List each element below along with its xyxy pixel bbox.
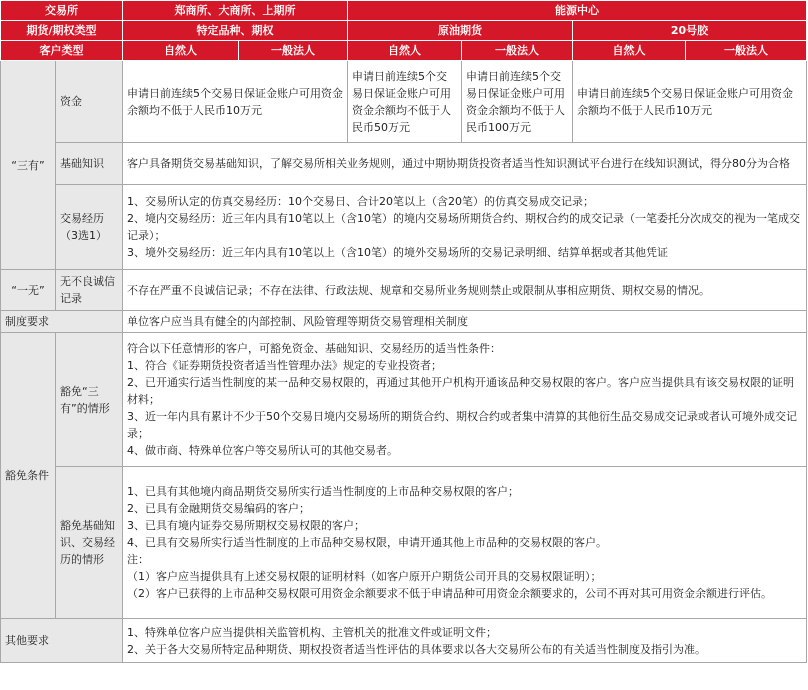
header-row-exchange	[1, 1, 807, 21]
one-none-text: 不存在严重不良诚信记录；不存在法律、行政法规、规章和交易所业务规则禁止或限制从事相应期货、期权交易的情况。	[123, 270, 807, 311]
header-type-label: 期货/期权类型	[1, 21, 123, 41]
funds-col-b-legal: 申请日前连续5个交易日保证金账户可用资金余额均不低于人民币100万元	[462, 61, 573, 143]
exemption-line: 2、已开通实行适当性制度的某一品种交易权限的，再通过其他开户机构开通该品种交易权限的客户。客户应当提供具有该交易权限的证明材料；	[127, 376, 794, 406]
exemption-basic-line: 1、已具有其他境内商品期货交易所实行适当性制度的上市品种交易权限的客户；	[127, 485, 519, 498]
experience-line: 1、交易所认定的仿真交易经历：10个交易日、合计20笔以上（含20笔）的仿真交易成交记录；	[127, 195, 594, 208]
header-row-customer	[1, 41, 807, 61]
experience-label: 交易经历（3选1）	[56, 185, 123, 270]
row-other	[1, 619, 807, 663]
row-system	[1, 311, 807, 333]
exemption-basic-line: （2）客户已获得的上市品种交易权限可用资金余额要求不低于申请品种可用资金余额要求的，公司不再对其可用资金余额进行评估。	[127, 587, 772, 600]
header-type-a: 特定品种、期权	[123, 21, 348, 41]
exemption-three-have-text	[123, 333, 807, 467]
header-natural-c: 自然人	[573, 41, 686, 61]
row-exemption-basic	[1, 467, 807, 619]
experience-line: 2、境内交易经历：近三年内具有10笔以上（含10笔）的境内交易场所期货合约、期权合约的成交记录（一笔委托分次成交的视为一笔成交记录）；	[127, 212, 800, 242]
exemption-basic-line: 2、已具有金融期货交易编码的客户；	[127, 502, 310, 515]
three-have-label: “三有”	[1, 61, 56, 270]
header-exchange-group-a: 郑商所、大商所、上期所	[123, 1, 348, 21]
one-none-sub-label: 无不良诚信记录	[56, 270, 123, 311]
other-line: 1、特殊单位客户应当提供相关监管机构、主管机关的批准文件或证明文件；	[127, 625, 497, 639]
header-legal-a: 一般法人	[239, 41, 348, 61]
exemption-basic-line: （1）客户应当提供具有上述交易权限的证明材料（如客户原开户期货公司开具的交易权限证明）；	[127, 570, 602, 583]
exemption-basic-label: 豁免基础知识、交易经历的情形	[56, 467, 123, 619]
row-exemption-three-have	[1, 333, 807, 467]
exemption-line: 1、符合《证券期货投资者适当性管理办法》规定的专业投资者；	[127, 359, 442, 372]
system-label: 制度要求	[1, 311, 123, 333]
header-type-b: 原油期货	[348, 21, 573, 41]
exemption-line: 符合以下任意情形的客户，可豁免资金、基础知识、交易经历的适当性条件：	[127, 342, 501, 355]
other-label: 其他要求	[1, 619, 123, 663]
funds-col-b-natural: 申请日前连续5个交易日保证金账户可用资金余额均不低于人民币50万元	[348, 61, 462, 143]
header-natural-b: 自然人	[348, 41, 462, 61]
exemption-basic-line: 注：	[127, 553, 149, 566]
exemption-line: 4、做市商、特殊单位客户等交易所认可的其他交易者。	[127, 444, 398, 457]
experience-line: 3、境外交易经历：近三年内具有10笔以上（含10笔）的境外交易场所的交易记录明细、结算单据或者其他凭证	[127, 246, 668, 259]
funds-label: 资金	[56, 61, 123, 143]
knowledge-label: 基础知识	[56, 143, 123, 185]
exemption-line: 3、近一年内具有累计不少于50个交易日境内交易场所的期货合约、期权合约或者集中清算的其他衍生品交易成交记录或者认可境外成交记录；	[127, 410, 797, 440]
exemption-basic-line: 4、已具有交易所实行适当性制度的上市品种交易权限，申请开通其他上市品种的交易权限的客户。	[127, 536, 607, 549]
header-row-type	[1, 21, 807, 41]
exemption-label: 豁免条件	[1, 333, 56, 619]
row-experience	[1, 185, 807, 270]
one-none-label: “一无”	[1, 270, 56, 311]
header-exchange-group-b: 能源中心	[348, 1, 807, 21]
header-natural-a: 自然人	[123, 41, 239, 61]
experience-text	[123, 185, 807, 270]
header-exchange-label: 交易所	[1, 1, 123, 21]
row-one-none	[1, 270, 807, 311]
other-line: 2、关于各大交易所特定品种期货、期权投资者适当性评估的具体要求以各大交易所公布的有关适当性制度及指引为准。	[127, 642, 706, 656]
exemption-three-have-label: 豁免“三有”的情形	[56, 333, 123, 467]
funds-col-a: 申请日前连续5个交易日保证金账户可用资金余额均不低于人民币10万元	[123, 61, 348, 143]
header-legal-c: 一般法人	[686, 41, 807, 61]
header-customer-label: 客户类型	[1, 41, 123, 61]
row-funds	[1, 61, 807, 143]
knowledge-text: 客户具备期货交易基础知识，了解交易所相关业务规则，通过中期协期货投资者适当性知识测试平台进行在线知识测试，得分80分为合格	[123, 143, 807, 185]
exemption-basic-text	[123, 467, 807, 619]
header-type-c: 20号胶	[573, 21, 807, 41]
other-text	[123, 619, 807, 663]
system-text: 单位客户应当具有健全的内部控制、风险管理等期货交易管理相关制度	[123, 311, 807, 333]
row-knowledge	[1, 143, 807, 185]
funds-col-c: 申请日前连续5个交易日保证金账户可用资金余额均不低于人民币10万元	[573, 61, 807, 143]
header-legal-b: 一般法人	[462, 41, 573, 61]
exemption-basic-line: 3、已具有境内证券交易所期权交易权限的客户；	[127, 519, 365, 532]
